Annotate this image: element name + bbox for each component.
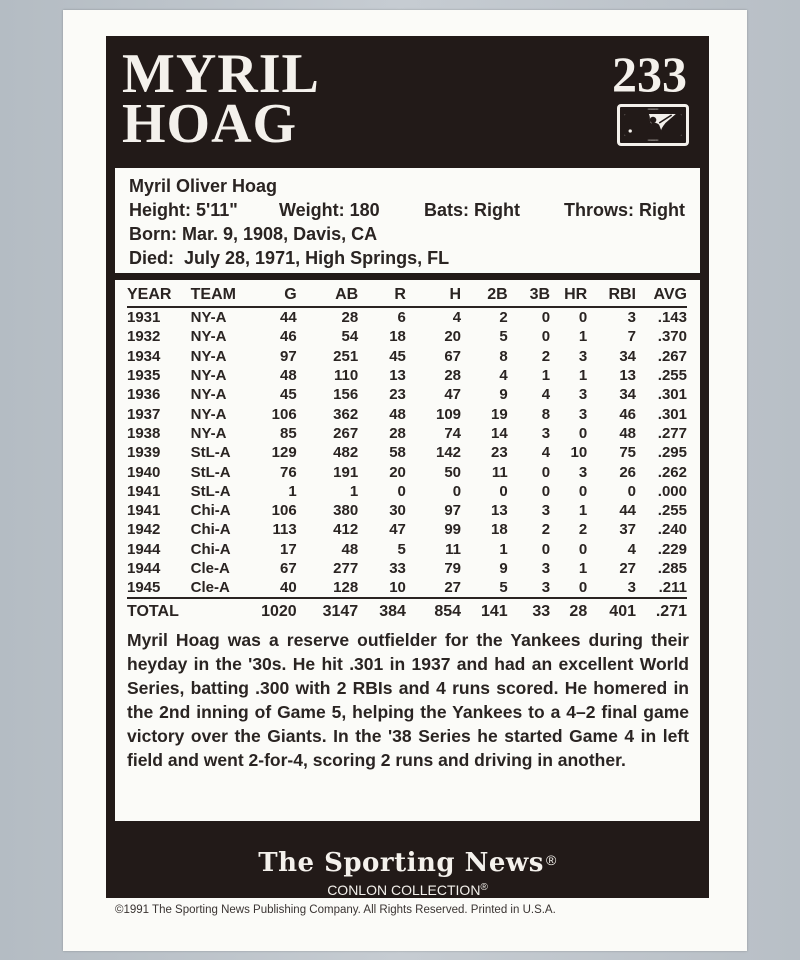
cell-team: NY-A [190,367,227,385]
cell-hr: 2 [578,521,588,539]
stats-row [127,559,687,578]
cell-2b: 1 [499,540,508,558]
stats-row [127,366,687,385]
cell-hr: 0 [578,424,588,442]
cell-h: 97 [444,502,462,520]
cell-3b: 0 [541,482,551,500]
cell-r: 58 [389,444,406,462]
cell-h: 50 [444,463,462,481]
stats-row [127,443,687,462]
cell-h: 67 [444,347,462,365]
cell-2b: 2 [499,309,508,327]
cell-r: 6 [397,309,406,327]
cell-team: StL-A [190,482,231,500]
cell-r: 28 [389,424,406,442]
cell-team: StL-A [190,444,231,462]
total-avg: .271 [636,598,687,622]
cell-avg: .277 [657,424,687,442]
cell-3b: 3 [541,424,551,442]
cell-h: 79 [444,560,462,577]
registered-mark: ® [545,852,557,868]
cell-year: 1941 [127,502,161,520]
cell-r: 47 [389,521,406,539]
cell-g: 40 [279,579,297,597]
bio-measurements [129,198,688,222]
cell-r: 48 [389,405,406,423]
cell-hr: 3 [578,463,588,481]
cell-ab: 48 [341,540,359,558]
cell-3b: 0 [541,540,551,558]
cell-ab: 1 [349,482,359,500]
stats-row [127,501,687,520]
stats-body [127,307,687,598]
copyright-notice: ©1991 The Sporting News Publishing Company. All Rights Reserved. Printed in U.S.A. [115,904,556,916]
cell-ab: 362 [333,405,359,423]
cell-team: NY-A [190,405,227,423]
stats-row [127,424,687,443]
cell-year: 1944 [127,540,161,558]
player-bio [115,168,700,273]
bio-weight: Weight: 180 [279,200,380,220]
cell-team: Chi-A [190,521,231,539]
cell-avg: .255 [657,367,687,385]
cell-hr: 3 [578,386,588,404]
col-hr: HR [550,284,587,307]
cell-g: 67 [279,560,297,577]
cell-year: 1937 [127,405,161,423]
cell-avg: .295 [657,444,687,462]
cell-hr: 3 [578,405,588,423]
cell-avg: .240 [657,521,687,539]
logo-top-text: ▪▪▪▪▪▪▪▪▪▪ [647,107,659,111]
total-2b: 141 [461,598,508,622]
cell-ab: 380 [333,502,359,520]
cell-r: 10 [389,579,406,597]
cell-hr: 0 [578,309,588,327]
cell-rbi: 46 [619,405,636,423]
cell-h: 109 [436,405,462,423]
col-3b: 3B [508,284,550,307]
cell-hr: 1 [578,328,588,346]
cell-team: NY-A [190,328,227,346]
cell-avg: .267 [657,347,687,365]
cell-3b: 0 [541,328,551,346]
conlon-collection [106,879,709,899]
cell-ab: 110 [333,367,359,385]
cell-rbi: 3 [627,579,636,597]
cell-year: 1941 [127,482,161,500]
player-name [122,43,320,155]
stats-row [127,347,687,366]
stats-row [127,540,687,559]
cell-team: Cle-A [190,579,230,597]
cell-2b: 19 [491,405,508,423]
cell-year: 1942 [127,521,161,539]
cell-g: 48 [279,367,297,385]
cell-year: 1938 [127,424,161,442]
cell-avg: .211 [658,579,687,597]
cell-r: 18 [389,328,406,346]
stats-panel [115,280,700,821]
cell-2b: 14 [491,424,508,442]
cell-team: NY-A [190,424,227,442]
cell-g: 1 [288,482,297,500]
cell-ab: 267 [333,424,359,442]
cell-2b: 23 [491,444,508,462]
collection-name: CONLON COLLECTION [327,882,481,898]
cell-ab: 156 [333,386,359,404]
stats-row [127,482,687,501]
cell-g: 97 [279,347,297,365]
cell-rbi: 7 [627,328,636,346]
cell-rbi: 34 [619,347,636,365]
cell-2b: 9 [499,386,508,404]
cell-year: 1931 [127,309,161,327]
total-3b: 33 [508,598,550,622]
cell-h: 142 [436,444,462,462]
cell-3b: 4 [541,386,551,404]
cell-r: 23 [389,386,406,404]
cell-r: 0 [397,482,406,500]
brand-name: The Sporting News [258,848,544,878]
cell-ab: 128 [333,579,359,597]
cell-avg: .285 [657,560,687,577]
cell-2b: 9 [499,560,508,577]
cell-2b: 18 [491,521,508,539]
stats-row [127,578,687,598]
cell-rbi: 48 [619,424,636,442]
mlb-logo-icon [617,104,689,146]
cell-2b: 5 [499,328,508,346]
stats-row [127,327,687,346]
cell-h: 28 [444,367,462,385]
cell-rbi: 0 [627,482,636,500]
cell-2b: 8 [499,347,508,365]
cell-h: 0 [452,482,462,500]
cell-year: 1936 [127,386,161,404]
cell-ab: 277 [333,560,359,577]
stats-row [127,462,687,481]
col-r: R [358,284,406,307]
col-2b: 2B [461,284,508,307]
total-g: 1020 [249,598,297,622]
cell-hr: 0 [578,540,588,558]
cell-year: 1934 [127,347,161,365]
cell-year: 1945 [127,579,161,597]
bio-throws: Throws: Right [564,200,685,220]
cell-avg: .262 [657,463,687,481]
card-number: 233 [612,46,687,102]
player-last-name: HOAG [122,93,298,155]
cell-h: 11 [445,540,462,558]
cell-hr: 3 [578,347,588,365]
cell-r: 20 [389,463,406,481]
stats-row [127,385,687,404]
career-blurb: Myril Hoag was a reserve outfielder for the Yankees during their heyday in the '30s. He hit .301 in 1937 and had an excellent World Series, batting .300 with 2 RBIs and 4 runs scored. He homered in the 2nd inning of Game 5, helping the Yankees to a 4–2 final game victory over the Giants. In the '38 Series he started Game 4 in left field and went 2-for-4, scoring 2 runs and driving in another. [127,630,689,771]
cell-ab: 482 [333,444,359,462]
collection-registered-mark: ® [480,882,488,893]
bio-full-name: Myril Oliver Hoag [129,176,278,196]
cell-r: 33 [389,560,406,577]
cell-g: 106 [271,405,297,423]
stats-row [127,404,687,423]
cell-team: Chi-A [190,502,231,520]
cell-ab: 412 [333,521,359,539]
stats-header-row [127,284,687,307]
cell-r: 13 [389,367,406,385]
cell-g: 17 [279,540,297,558]
cell-h: 74 [444,424,462,442]
cell-hr: 1 [578,502,588,520]
cell-rbi: 37 [619,521,636,539]
cell-r: 30 [389,502,406,520]
col-g: G [249,284,297,307]
cell-hr: 1 [578,367,588,385]
cell-2b: 11 [491,463,508,481]
cell-team: NY-A [190,347,227,365]
cell-3b: 0 [541,463,551,481]
cell-h: 99 [444,521,462,539]
cell-year: 1944 [127,560,161,577]
cell-h: 20 [444,328,462,346]
cell-g: 129 [271,444,297,462]
cell-rbi: 34 [619,386,636,404]
cell-g: 46 [279,328,297,346]
col-h: H [406,284,461,307]
cell-2b: 13 [491,502,508,520]
cell-hr: 1 [578,560,588,577]
total-rbi: 401 [587,598,636,622]
career-stats-table [127,284,687,622]
cell-rbi: 27 [619,560,636,577]
stats-total-row [127,598,687,622]
cell-rbi: 44 [619,502,636,520]
bio-died: Died: July 28, 1971, High Springs, FL [129,248,450,268]
col-team: TEAM [191,284,249,307]
cell-team: NY-A [190,386,227,404]
cell-g: 76 [279,463,297,481]
cell-year: 1935 [127,367,161,385]
cell-g: 45 [279,386,297,404]
cell-avg: .301 [657,386,687,404]
total-r: 384 [358,598,406,622]
cell-avg: .301 [657,405,687,423]
cell-2b: 5 [499,579,508,597]
cell-year: 1932 [127,328,161,346]
cell-hr: 0 [578,579,588,597]
cell-h: 4 [452,309,462,327]
cell-g: 113 [272,521,297,539]
cell-rbi: 3 [627,309,636,327]
cell-3b: 2 [541,347,551,365]
cell-team: Cle-A [190,560,230,577]
card-frame [106,36,709,898]
total-ab: 3147 [297,598,359,622]
batter-silhouette-icon [624,114,682,136]
cell-3b: 8 [541,405,551,423]
cell-hr: 0 [578,482,588,500]
cell-team: NY-A [190,309,227,327]
cell-hr: 10 [570,444,588,462]
cell-2b: 4 [499,367,508,385]
cell-r: 5 [397,540,406,558]
stats-row [127,520,687,539]
total-hr: 28 [550,598,587,622]
cell-3b: 3 [541,560,551,577]
cell-year: 1939 [127,444,161,462]
cell-ab: 251 [333,347,359,365]
cell-rbi: 4 [627,540,636,558]
cell-h: 27 [444,579,462,597]
sponsor-block [106,846,709,899]
bio-bats: Bats: Right [424,200,520,220]
cell-3b: 2 [541,521,551,539]
bio-height: Height: 5'11" [129,200,238,220]
cell-rbi: 26 [619,463,636,481]
cell-3b: 4 [541,444,551,462]
cell-g: 106 [271,502,297,520]
cell-3b: 3 [541,502,551,520]
cell-avg: .255 [657,502,687,520]
baseball-card-back [63,10,747,951]
player-first-name: MYRIL [122,43,320,105]
cell-ab: 28 [341,309,359,327]
cell-h: 47 [444,386,462,404]
cell-g: 44 [279,309,297,327]
cell-avg: .229 [657,540,687,558]
cell-g: 85 [279,424,297,442]
col-ab: AB [297,284,359,307]
cell-rbi: 13 [619,367,636,385]
cell-avg: .370 [657,328,687,346]
cell-r: 45 [389,347,406,365]
cell-year: 1940 [127,463,161,481]
logo-bottom-text: ▪▪▪▪▪▪▪▪▪▪ [647,138,659,142]
cell-3b: 3 [541,579,551,597]
cell-team: Chi-A [190,540,231,558]
cell-team: StL-A [190,463,231,481]
stats-row [127,307,687,327]
sporting-news-logo [106,846,709,877]
cell-2b: 0 [499,482,508,500]
cell-3b: 0 [541,309,551,327]
cell-3b: 1 [541,367,551,385]
cell-avg: .000 [657,482,687,500]
bio-born: Born: Mar. 9, 1908, Davis, CA [129,224,378,244]
cell-ab: 191 [333,463,359,481]
col-avg: AVG [636,284,687,307]
total-label: TOTAL [127,598,249,622]
col-rbi: RBI [587,284,636,307]
col-year: YEAR [127,284,191,307]
cell-avg: .143 [657,309,687,327]
cell-ab: 54 [341,328,359,346]
cell-rbi: 75 [619,444,636,462]
total-h: 854 [406,598,461,622]
